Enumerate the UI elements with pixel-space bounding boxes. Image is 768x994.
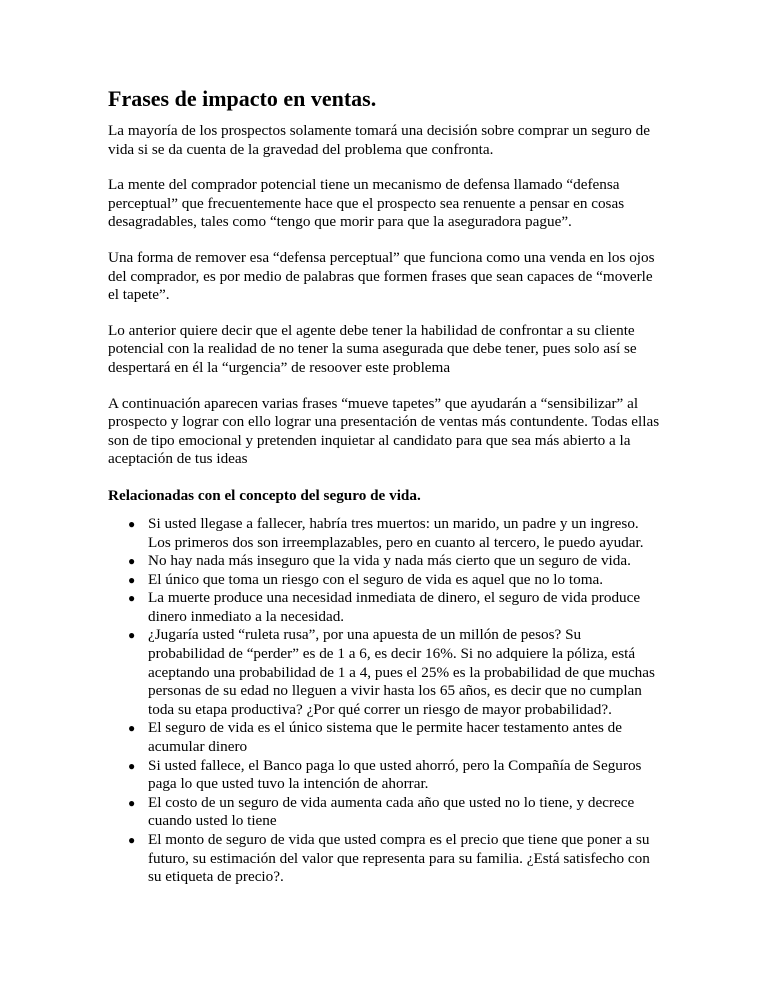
list-item-text: Si usted fallece, el Banco paga lo que usted ahorró, pero la Compañía de Seguros paga lo que usted tuvo la intención de ahorrar. [148, 756, 642, 793]
paragraph-5: A continuación aparecen varias frases “mueve tapetes” que ayudarán a “sensibilizar” al prospecto y lograr con ello lograr una presentación de ventas más contundente. Todas ellas son de tipo emocional y pretenden inquietar al candidato para que sea más abierto a la aceptación de tus ideas [108, 394, 660, 468]
paragraph-3: Una forma de remover esa “defensa perceptual” que funciona como una venda en los ojos del comprador, es por medio de palabras que formen frases que sean capaces de “moverle el tapete”. [108, 248, 655, 304]
list-item-text: Si usted llegase a fallecer, habría tres muertos: un marido, un padre y un ingreso. Los primeros dos son irreemplazables, pero en cuanto al tercero, le puedo ayudar. [148, 514, 644, 551]
list-item-text: El único que toma un riesgo con el seguro de vida es aquel que no lo toma. [148, 570, 604, 588]
bullet-list [108, 515, 660, 887]
list-item [108, 831, 660, 887]
bullet-icon: ● [128, 516, 136, 531]
document-page [108, 86, 660, 887]
paragraph-1: La mayoría de los prospectos solamente tomará una decisión sobre comprar un seguro de vida si se da cuenta de la gravedad del problema que confronta. [108, 122, 650, 158]
document-title: Frases de impacto en ventas. [108, 86, 377, 111]
list-item [108, 552, 660, 571]
list-item [108, 757, 660, 794]
list-item-text: El seguro de vida es el único sistema que le permite hacer testamento antes de acumular dinero [148, 719, 623, 756]
bullet-icon: ● [128, 628, 136, 643]
list-item [108, 515, 660, 552]
section-heading: Relacionadas con el concepto del seguro de vida. [108, 486, 421, 504]
paragraph-2: La mente del comprador potencial tiene un mecanismo de defensa llamado “defensa perceptual” que frecuentemente hace que el prospecto sea renuente a pensar en cosas desagradables, tales como “tengo que morir para que la aseguradora pague”. [108, 176, 625, 231]
bullet-icon: ● [128, 721, 136, 736]
list-item [108, 794, 660, 831]
list-item-text: El costo de un seguro de vida aumenta cada año que usted no lo tiene, y decrece cuando usted lo tiene [148, 793, 635, 830]
bullet-icon: ● [128, 795, 136, 810]
list-item [108, 571, 660, 590]
list-item [108, 626, 660, 719]
bullet-icon: ● [128, 572, 136, 587]
list-item-text: ¿Jugaría usted “ruleta rusa”, por una apuesta de un millón de pesos? Su probabilidad de “perder” es de 1 a 6, es decir 16%. Si no adquiere la póliza, está aceptando una probabilidad de 1 a 4, pues el 25% es la probabilidad de que muchas personas de su edad no lleguen a vivir hasta los 65 años, es decir que no cumplan toda su etapa productiva? ¿Por qué correr un riesgo de mayor probabilidad?. [148, 626, 655, 718]
bullet-icon: ● [128, 833, 136, 847]
list-item [108, 589, 660, 626]
list-item [108, 719, 660, 756]
bullet-icon: ● [128, 554, 136, 569]
list-item-text: El monto de seguro de vida que usted compra es el precio que tiene que poner a su futuro, su estimación del valor que representa para su familia. ¿Está satisfecho con su etiqueta de precio?. [148, 831, 650, 886]
paragraph-4: Lo anterior quiere decir que el agente debe tener la habilidad de confrontar a su cliente potencial con la realidad de no tener la suma asegurada que debe tener, pues solo así se despertará en él la “urgencia” de resoover este problema [108, 321, 637, 376]
list-item-text: La muerte produce una necesidad inmediata de dinero, el seguro de vida produce dinero inmediato a la necesidad. [148, 589, 641, 625]
bullet-icon: ● [128, 758, 136, 773]
bullet-icon: ● [128, 591, 136, 606]
list-item-text: No hay nada más inseguro que la vida y nada más cierto que un seguro de vida. [148, 552, 631, 570]
